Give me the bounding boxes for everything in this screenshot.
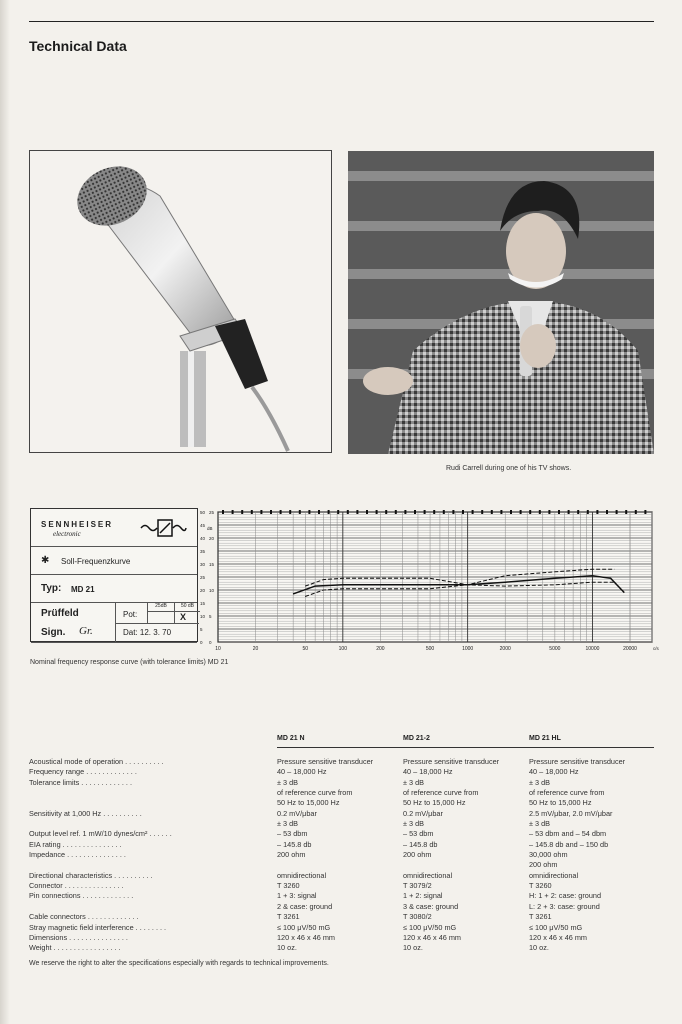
spec-value: – 53 dbm and – 54 dbm <box>529 829 607 839</box>
top-tick-mark <box>443 510 445 514</box>
brand-subtitle: electronic <box>53 530 81 538</box>
y-tick-label: 5 <box>200 627 203 632</box>
spec-value: ± 3 dB <box>277 777 299 787</box>
top-tick-mark <box>472 510 474 514</box>
spec-value: omnidirectional <box>529 870 579 880</box>
spec-value: T 3080/2 <box>403 912 432 922</box>
spec-label: Tolerance limits . . . . . . . . . . . . . <box>29 777 132 787</box>
asterisk-icon: ✱ <box>41 555 50 566</box>
top-tick-mark <box>500 510 502 514</box>
spec-label: Dimensions . . . . . . . . . . . . . . . <box>29 932 128 942</box>
top-tick-mark <box>395 510 397 514</box>
spec-value: 200 ohm <box>529 860 558 870</box>
footnote: We reserve the right to alter the specifications especially with regards to technical improvements. <box>29 960 329 967</box>
spec-value: T 3260 <box>529 881 552 891</box>
spec-label: Acoustical mode of operation . . . . . . . . . . <box>29 757 164 766</box>
top-tick-mark <box>635 510 637 514</box>
top-tick-mark <box>356 510 358 514</box>
x-axis-unit: c/s <box>653 646 659 651</box>
top-tick-mark <box>270 510 272 514</box>
spec-value: of reference curve from <box>529 788 605 798</box>
y-tick-label: 30 <box>200 562 206 567</box>
spec-value: 50 Hz to 15,000 Hz <box>529 798 592 808</box>
spec-value: 50 Hz to 15,000 Hz <box>403 798 466 808</box>
x-tick-label: 10 <box>215 646 221 652</box>
spec-value: 10 oz. <box>277 943 297 953</box>
spec-label: Sensitivity at 1,000 Hz . . . . . . . . . . <box>29 808 142 818</box>
y-tick-label-inner: 20 <box>209 536 215 541</box>
spec-value: 2 & case: ground <box>277 901 333 911</box>
spec-value: 120 x 46 x 46 mm <box>403 932 461 942</box>
pot-separator <box>148 611 200 612</box>
spec-label: Weight . . . . . . . . . . . . . . . . . <box>29 943 121 953</box>
spec-value: 3 & case: ground <box>403 901 459 911</box>
y-tick-label-inner: 15 <box>209 562 215 567</box>
signature-mark: Gr. <box>79 625 93 637</box>
spec-value: T 3261 <box>277 912 300 922</box>
y-tick-label: 50 <box>200 510 206 515</box>
top-tick-mark <box>299 510 301 514</box>
page-edge-shadow <box>0 0 10 1024</box>
spec-value <box>403 860 525 870</box>
y-tick-label: 20 <box>200 588 206 593</box>
y-tick-label: 0 <box>200 640 203 645</box>
spec-label: Directional characteristics . . . . . . . . . . <box>29 870 153 880</box>
y-tick-label-inner: 10 <box>209 588 215 593</box>
pot-25db: 25dB <box>155 603 167 609</box>
column-header-md21-2: MD 21-2 <box>403 735 430 742</box>
y-tick-label: 10 <box>200 614 206 619</box>
x-tick-label: 100 <box>338 646 347 652</box>
top-tick-mark <box>222 510 224 514</box>
pot-label: Pot: <box>123 610 138 619</box>
top-tick-mark <box>462 510 464 514</box>
spec-value: – 53 dbm <box>277 829 308 839</box>
sign-label: Sign. <box>41 627 66 638</box>
spec-value: 200 ohm <box>403 850 432 860</box>
top-tick-mark <box>376 510 378 514</box>
spec-label <box>29 860 269 870</box>
top-tick-mark <box>318 510 320 514</box>
spec-value: ± 3 dB <box>529 819 551 829</box>
x-tick-label: 10000 <box>585 646 600 652</box>
spec-value: 40 – 18,000 Hz <box>529 767 579 777</box>
column-header-md21hl: MD 21 HL <box>529 735 561 742</box>
spec-value: T 3079/2 <box>403 881 432 891</box>
spec-value: ≤ 100 μV/50 mG <box>403 922 457 932</box>
y-tick-label: 35 <box>200 549 206 554</box>
top-tick-mark <box>529 510 531 514</box>
spec-value: of reference curve from <box>403 788 479 798</box>
pot-50db: 50 dB <box>174 603 200 623</box>
date-label: Dat: 12. 3. 70 <box>123 628 172 637</box>
spec-value: – 145.8 db <box>277 839 312 849</box>
pot-grid <box>147 603 199 623</box>
spec-value: 10 oz. <box>403 943 423 953</box>
x-tick-label: 50 <box>302 646 309 652</box>
spec-label <box>29 798 269 808</box>
top-tick-mark <box>606 510 608 514</box>
top-tick-mark <box>452 510 454 514</box>
frequency-response-chart <box>198 508 658 653</box>
top-tick-mark <box>280 510 282 514</box>
spec-value: H: 1 + 2: case: ground <box>529 891 601 901</box>
spec-value: omnidirectional <box>277 870 327 880</box>
top-tick-mark <box>625 510 627 514</box>
spec-label: EIA rating . . . . . . . . . . . . . . . <box>29 839 122 849</box>
spec-label: Output level ref. 1 mW/10 dynes/cm² . . . . . . <box>29 829 172 839</box>
top-tick-mark <box>558 510 560 514</box>
brand-logo-icon <box>139 519 187 539</box>
spec-label <box>29 819 269 829</box>
spec-labels-column <box>29 757 269 954</box>
card-divider-horizontal <box>115 623 199 624</box>
spec-label <box>29 788 269 798</box>
y-tick-label-inner: 5 <box>209 614 212 619</box>
top-tick-mark <box>424 510 426 514</box>
microphone-photo <box>29 150 332 453</box>
spec-value: T 3261 <box>529 912 552 922</box>
top-tick-mark <box>241 510 243 514</box>
column-header-md21n: MD 21 N <box>277 735 305 742</box>
top-tick-mark <box>481 510 483 514</box>
spec-value: – 53 dbm <box>403 829 434 839</box>
x-tick-label: 1000 <box>462 646 474 652</box>
spec-value: 1 + 3: signal <box>277 891 317 901</box>
spec-value: of reference curve from <box>277 788 353 798</box>
spec-value: Pressure sensitive transducer <box>403 757 500 766</box>
spec-value: 40 – 18,000 Hz <box>403 767 453 777</box>
top-tick-mark <box>577 510 579 514</box>
top-tick-mark <box>232 510 234 514</box>
top-tick-mark <box>539 510 541 514</box>
table-header-rule <box>277 747 654 748</box>
y-tick-label: 25 <box>200 575 206 580</box>
top-tick-mark <box>520 510 522 514</box>
card-test-row <box>31 603 197 643</box>
spec-value: 30,000 ohm <box>529 850 568 860</box>
top-tick-mark <box>308 510 310 514</box>
spec-value: ≤ 100 μV/50 mG <box>277 922 331 932</box>
spec-value: Pressure sensitive transducer <box>277 757 374 766</box>
pot-mark: X <box>180 612 187 622</box>
top-tick-mark <box>616 510 618 514</box>
top-tick-mark <box>414 510 416 514</box>
type-label: Typ: <box>41 583 62 594</box>
spec-value: L: 2 + 3: case: ground <box>529 901 600 911</box>
chart-caption: Nominal frequency response curve (with tolerance limits) MD 21 <box>30 659 229 666</box>
spec-value: 2.5 mV/μbar, 2.0 mV/μbar <box>529 808 613 818</box>
top-tick-mark <box>385 510 387 514</box>
top-rule <box>29 21 654 22</box>
spec-md21n-column <box>277 757 399 954</box>
top-tick-mark <box>568 510 570 514</box>
top-tick-mark <box>491 510 493 514</box>
top-tick-mark <box>433 510 435 514</box>
spec-value: 1 + 2: signal <box>403 891 443 901</box>
spec-label: Connector . . . . . . . . . . . . . . . <box>29 881 124 891</box>
spec-value: 50 Hz to 15,000 Hz <box>277 798 340 808</box>
top-tick-mark <box>328 510 330 514</box>
spec-label: Impedance . . . . . . . . . . . . . . . <box>29 850 126 860</box>
top-tick-mark <box>548 510 550 514</box>
spec-label: Frequency range . . . . . . . . . . . . . <box>29 767 137 777</box>
spec-value: 0.2 mV/μbar <box>277 808 317 818</box>
x-tick-label: 500 <box>425 646 435 652</box>
x-tick-label: 20000 <box>623 646 637 652</box>
top-tick-mark <box>337 510 339 514</box>
spec-value: ± 3 dB <box>529 777 551 787</box>
photo-caption: Rudi Carrell during one of his TV shows. <box>446 465 572 472</box>
spec-value: – 145.8 db and – 150 db <box>529 839 609 849</box>
spec-value: ± 3 dB <box>403 777 425 787</box>
spec-label: Cable connectors . . . . . . . . . . . . . <box>29 912 139 922</box>
y-axis-unit: dB <box>207 526 213 531</box>
top-tick-mark <box>404 510 406 514</box>
spec-label <box>29 902 269 912</box>
y-tick-label: 40 <box>200 536 206 541</box>
x-tick-label: 200 <box>376 646 385 652</box>
spec-value: Pressure sensitive transducer <box>529 757 626 766</box>
spec-value: 0.2 mV/μbar <box>403 808 443 818</box>
top-tick-mark <box>366 510 368 514</box>
x-tick-label: 20 <box>252 646 259 652</box>
presenter-photo <box>348 151 654 454</box>
spec-value: 40 – 18,000 Hz <box>277 767 327 777</box>
brand-name: SENNHEISER <box>41 520 114 529</box>
top-tick-mark <box>347 510 349 514</box>
y-tick-label-inner: 25 <box>209 510 215 515</box>
top-tick-mark <box>510 510 512 514</box>
top-tick-mark <box>587 510 589 514</box>
spec-value: ± 3 dB <box>403 819 425 829</box>
card-type-row <box>31 575 197 603</box>
spec-label: Pin connections . . . . . . . . . . . . . <box>29 891 134 901</box>
top-tick-mark <box>644 510 646 514</box>
card-brand-row <box>31 509 197 547</box>
page-title: Technical Data <box>29 38 127 54</box>
spec-value: omnidirectional <box>403 870 453 880</box>
test-field-label: Prüffeld <box>41 608 79 619</box>
x-tick-label: 2000 <box>499 646 511 652</box>
top-tick-mark <box>596 510 598 514</box>
y-tick-label: 15 <box>200 601 206 606</box>
spec-value: ± 3 dB <box>277 819 299 829</box>
top-tick-mark <box>289 510 291 514</box>
card-curve-row <box>31 547 197 575</box>
spec-value <box>277 860 399 870</box>
spec-md21-2-column <box>403 757 525 954</box>
spec-value: 120 x 46 x 46 mm <box>529 932 587 942</box>
y-tick-label: 45 <box>200 523 206 528</box>
x-tick-label: 5000 <box>549 646 561 652</box>
type-value: MD 21 <box>71 585 95 594</box>
curve-card <box>30 508 198 642</box>
spec-md21hl-column <box>529 757 651 954</box>
spec-value: – 145.8 db <box>403 839 438 849</box>
top-tick-mark <box>260 510 262 514</box>
spec-value: 120 x 46 x 46 mm <box>277 932 335 942</box>
spec-value: 200 ohm <box>277 850 306 860</box>
curve-type-label: Soll-Frequenzkurve <box>61 557 131 566</box>
spec-value: 10 oz. <box>529 943 549 953</box>
spec-label: Stray magnetic field interference . . . . . . . . <box>29 922 167 932</box>
top-tick-mark <box>251 510 253 514</box>
spec-value: ≤ 100 μV/50 mG <box>529 922 583 932</box>
y-tick-label-inner: 0 <box>209 640 212 645</box>
spec-value: T 3260 <box>277 881 300 891</box>
